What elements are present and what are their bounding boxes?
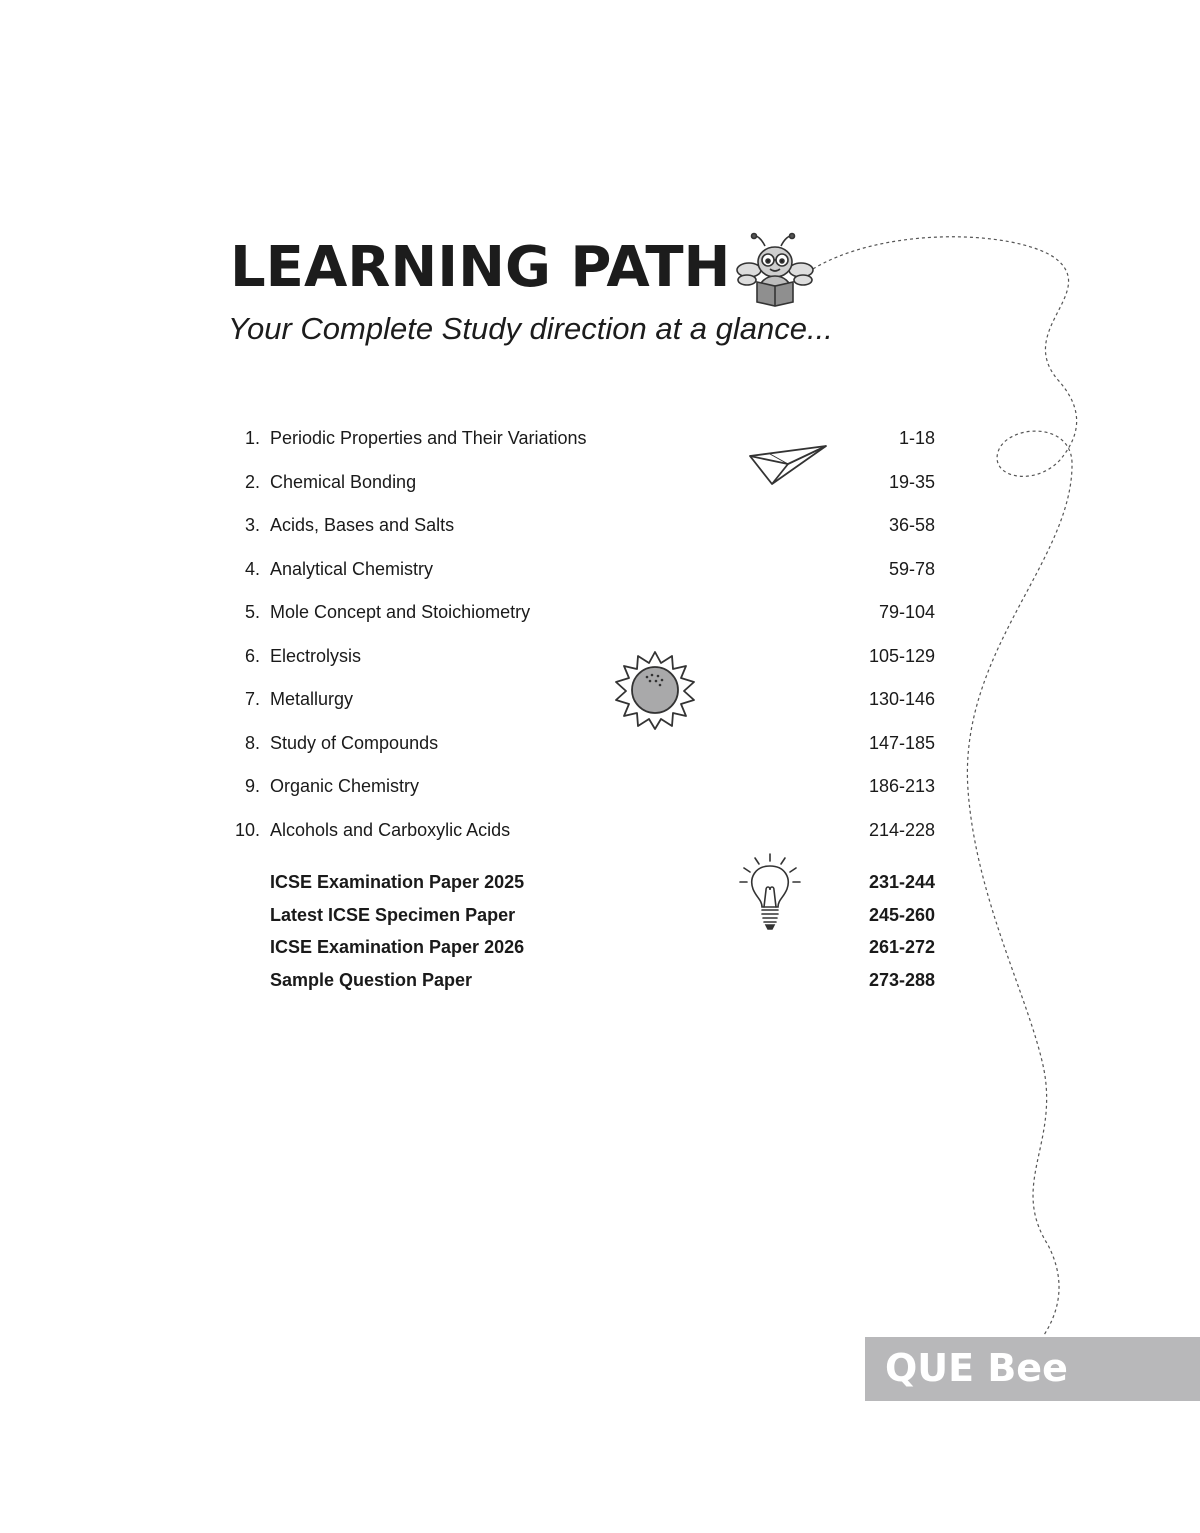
chapter-pages: 214-228	[868, 819, 935, 840]
paper-pages: 231-244	[868, 872, 935, 892]
paper-list	[230, 868, 940, 998]
chapter-number: 5.	[244, 602, 260, 622]
sun-icon	[614, 650, 696, 730]
chapter-number: 10.	[234, 819, 260, 840]
chapter-title: Periodic Properties and Their Variations	[270, 428, 587, 448]
chapter-title: Electrolysis	[270, 645, 362, 666]
chapter-item[interactable]	[230, 468, 940, 512]
chapter-pages: 1-18	[898, 428, 935, 448]
brand-name: QUE Bee	[885, 1346, 1068, 1390]
paper-item[interactable]	[230, 901, 940, 934]
chapter-title: Mole Concept and Stoichiometry	[270, 602, 531, 622]
paper-title: Sample Question Paper	[270, 969, 473, 990]
bee-reading-book-icon	[735, 232, 815, 308]
chapter-pages: 186-213	[868, 776, 935, 796]
chapter-pages: 105-129	[868, 645, 935, 666]
paper-plane-icon	[748, 442, 828, 486]
chapter-title: Analytical Chemistry	[270, 558, 434, 579]
brand-banner	[865, 1337, 1200, 1401]
chapter-item[interactable]	[230, 685, 940, 729]
chapter-item[interactable]	[230, 598, 940, 642]
paper-item[interactable]	[230, 966, 940, 999]
chapter-title: Metallurgy	[270, 689, 354, 709]
chapter-title: Alcohols and Carboxylic Acids	[270, 819, 511, 840]
paper-pages: 245-260	[868, 904, 935, 925]
chapter-list	[230, 424, 940, 859]
chapter-number: 6.	[244, 645, 260, 666]
chapter-pages: 36-58	[888, 515, 935, 535]
paper-item[interactable]	[230, 933, 940, 966]
chapter-item[interactable]	[230, 772, 940, 816]
chapter-number: 8.	[244, 732, 260, 753]
chapter-title: Organic Chemistry	[270, 776, 420, 796]
paper-pages: 261-272	[868, 937, 935, 957]
chapter-pages: 59-78	[888, 558, 935, 579]
chapter-title: Chemical Bonding	[270, 471, 417, 492]
chapter-title: Study of Compounds	[270, 732, 439, 753]
chapter-number: 3.	[244, 515, 260, 535]
chapter-number: 7.	[244, 689, 260, 709]
chapter-pages: 147-185	[868, 732, 935, 753]
paper-item[interactable]	[230, 868, 940, 901]
paper-pages: 273-288	[868, 969, 935, 990]
page-title: LEARNING PATH	[230, 235, 731, 300]
chapter-pages: 130-146	[868, 689, 935, 709]
page-subtitle: Your Complete Study direction at a glance...	[228, 311, 833, 346]
paper-title: ICSE Examination Paper 2025	[270, 872, 525, 892]
chapter-item[interactable]	[230, 729, 940, 773]
paper-title: Latest ICSE Specimen Paper	[270, 904, 516, 925]
chapter-number: 4.	[244, 558, 260, 579]
chapter-item[interactable]	[230, 642, 940, 686]
chapter-pages: 19-35	[888, 471, 935, 492]
chapter-pages: 79-104	[878, 602, 935, 622]
chapter-item[interactable]	[230, 511, 940, 555]
paper-title: ICSE Examination Paper 2026	[270, 937, 525, 957]
light-bulb-icon	[737, 852, 803, 932]
chapter-item[interactable]	[230, 816, 940, 860]
chapter-number: 9.	[244, 776, 260, 796]
chapter-item[interactable]	[230, 555, 940, 599]
chapter-number: 1.	[244, 428, 260, 448]
chapter-number: 2.	[244, 471, 260, 492]
chapter-title: Acids, Bases and Salts	[270, 515, 455, 535]
chapter-item[interactable]	[230, 424, 940, 468]
